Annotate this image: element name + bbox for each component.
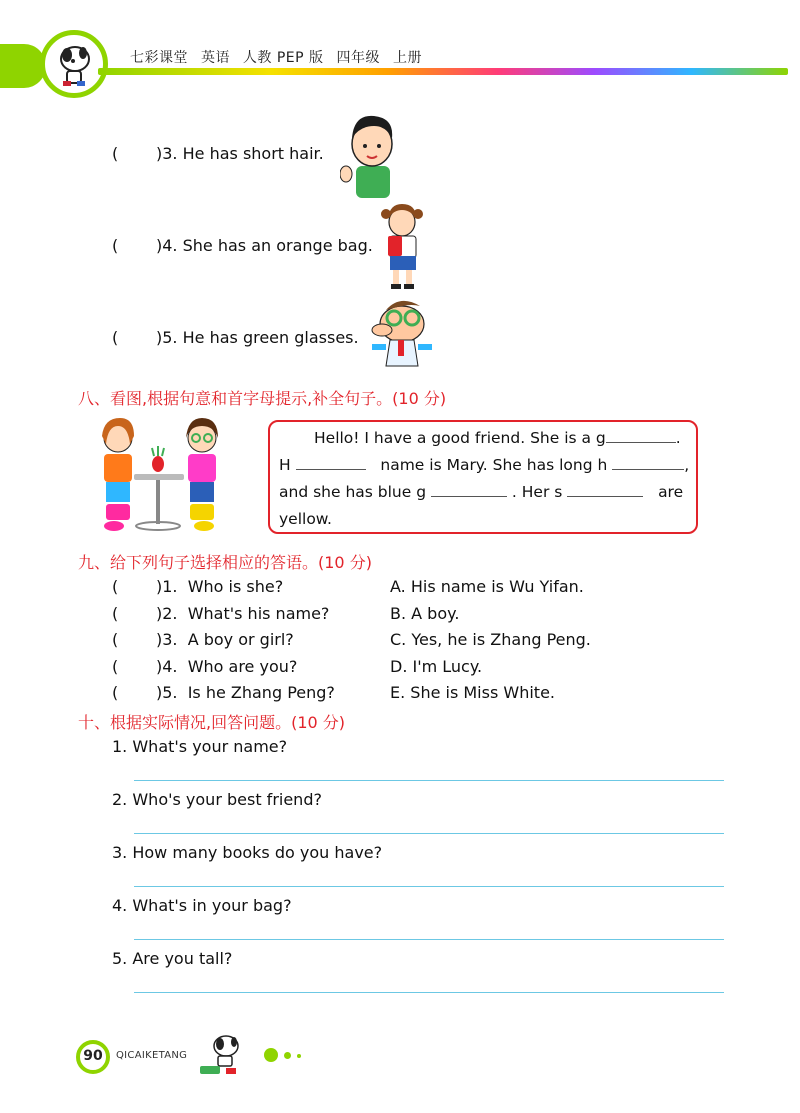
girl-orange-bag-illustration (378, 200, 428, 290)
passage-line-2: H name is Mary. She has long h , (279, 456, 690, 474)
s7-item-5: ( )5. He has green glasses. (112, 328, 359, 347)
s9-question-4: ( )4. Who are you? (112, 657, 298, 676)
s10-answer-line-2[interactable] (134, 833, 724, 834)
s9-answer-c: C. Yes, he is Zhang Peng. (390, 630, 591, 649)
s10-answer-line-5[interactable] (134, 992, 724, 993)
dog-mascot-logo (40, 30, 108, 98)
s10-question-2: 2. Who's your best friend? (112, 790, 322, 809)
s7-item-4: ( )4. She has an orange bag. (112, 236, 373, 255)
two-girls-table-illustration (94, 414, 224, 538)
s9-question-1: ( )1. Who is she? (112, 577, 284, 596)
passage-line-3: and she has blue g . Her s are (279, 483, 684, 501)
section-8-title: 八、看图,根据句意和首字母提示,补全句子。(10 分) (78, 389, 447, 408)
dog-mascot-icon (45, 35, 103, 93)
footer-dot-small (297, 1054, 301, 1058)
s10-answer-line-4[interactable] (134, 939, 724, 940)
s9-answer-e: E. She is Miss White. (390, 683, 555, 702)
blank-girl[interactable] (606, 442, 676, 443)
footer-dot-large (264, 1048, 278, 1062)
header-edition: 人教 PEP 版 (242, 50, 324, 66)
s9-question-3: ( )3. A boy or girl? (112, 630, 294, 649)
s7-item-3-text: He has short hair. (182, 144, 324, 163)
footer-dog-mascot-icon (196, 1032, 248, 1078)
s10-answer-line-1[interactable] (134, 780, 724, 781)
s9-answer-a: A. His name is Wu Yifan. (390, 577, 584, 596)
header-series: 七彩课堂 (130, 50, 188, 66)
passage-line-1: Hello! I have a good friend. She is a g . (314, 429, 681, 447)
s7-item-4-text: She has an orange bag. (182, 236, 373, 255)
s7-item-5-text: He has green glasses. (182, 328, 359, 347)
header-volume: 上册 (392, 50, 422, 66)
boy-short-hair-illustration (340, 108, 400, 200)
s10-question-4: 4. What's in your bag? (112, 896, 292, 915)
s9-answer-b: B. A boy. (390, 604, 460, 623)
blank-hair[interactable] (612, 469, 684, 470)
footer-dot-medium (284, 1052, 291, 1059)
blank-her[interactable] (296, 469, 366, 470)
s10-question-3: 3. How many books do you have? (112, 843, 383, 862)
s10-question-1: 1. What's your name? (112, 737, 288, 756)
s7-item-3: ( )3. He has short hair. (112, 144, 324, 163)
page-number: 90 (83, 1048, 103, 1064)
section-10-title: 十、根据实际情况,回答问题。(10 分) (78, 713, 346, 732)
header-title (130, 47, 430, 67)
header-rainbow-band (98, 68, 788, 75)
s9-question-5: ( )5. Is he Zhang Peng? (112, 683, 335, 702)
page-number-badge (76, 1040, 110, 1074)
blank-shoes[interactable] (567, 496, 643, 497)
footer-brand: QICAIKETANG (116, 1050, 188, 1061)
section-9-title: 九、给下列句子选择相应的答语。(10 分) (78, 553, 372, 572)
s10-answer-line-3[interactable] (134, 886, 724, 887)
man-green-glasses-illustration (364, 294, 440, 378)
s9-answer-d: D. I'm Lucy. (390, 657, 483, 676)
s9-question-2: ( )2. What's his name? (112, 604, 330, 623)
s10-question-5: 5. Are you tall? (112, 949, 233, 968)
header-subject: 英语 (200, 50, 230, 66)
passage-line-4: yellow. (279, 510, 332, 528)
header-grade: 四年级 (336, 50, 380, 66)
blank-glasses[interactable] (431, 496, 507, 497)
